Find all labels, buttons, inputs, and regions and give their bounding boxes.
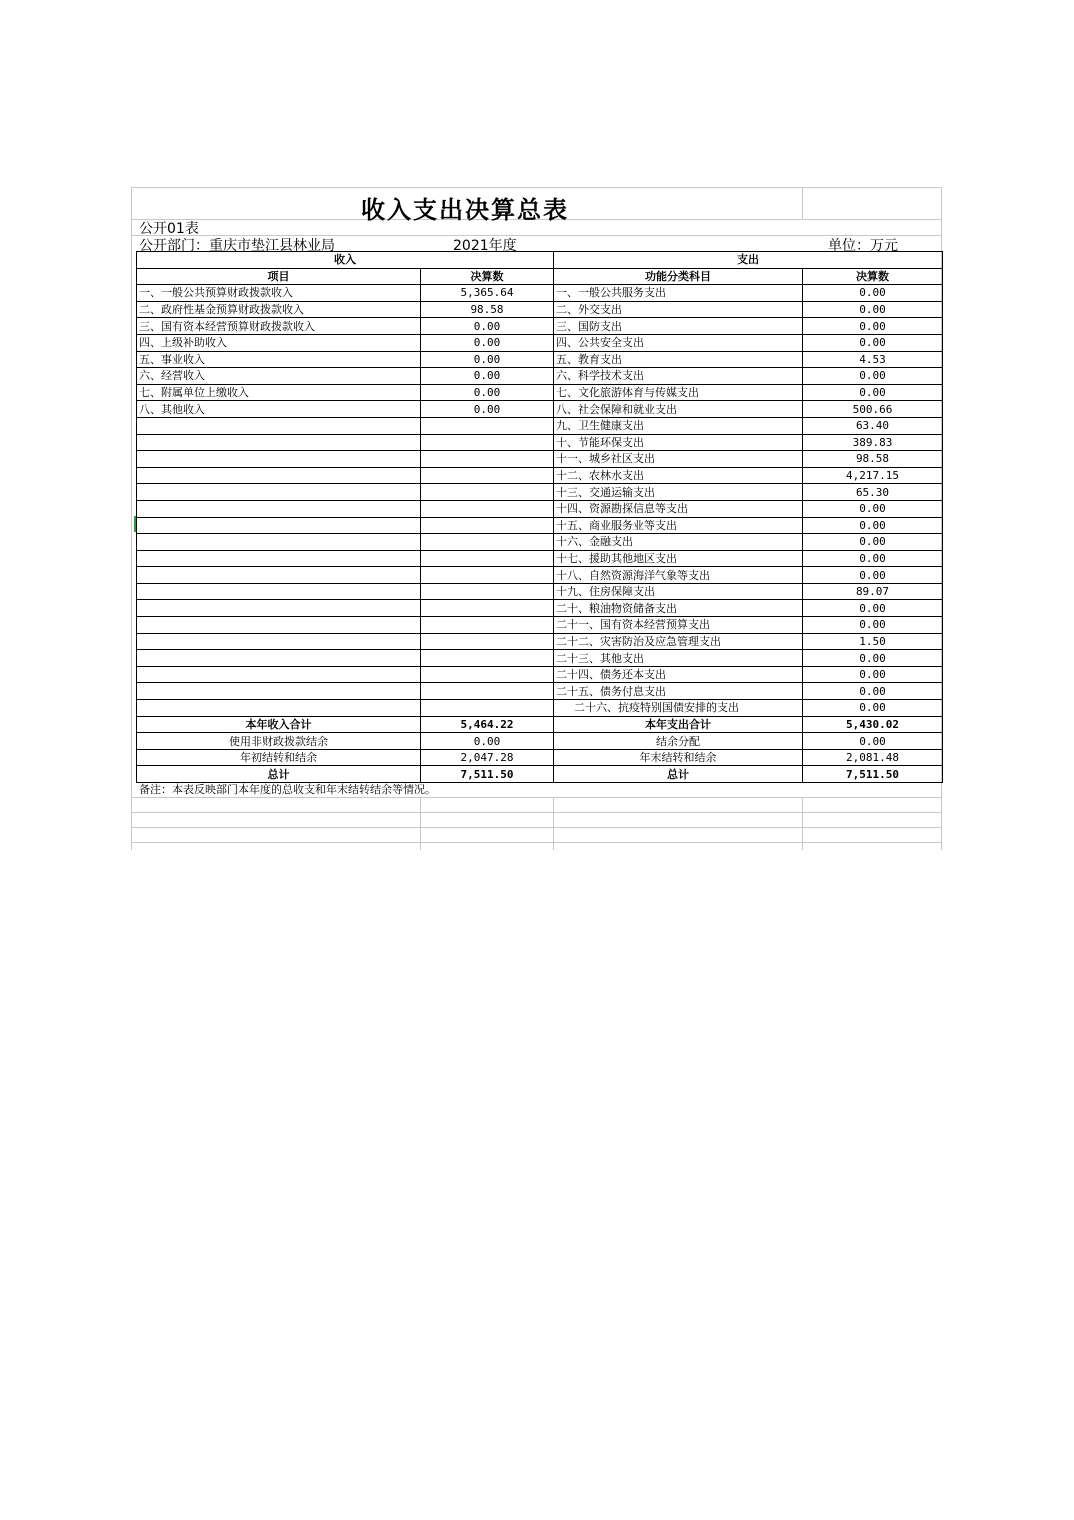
income-item-cell[interactable]: 一、一般公共预算财政拨款收入	[137, 285, 421, 302]
income-item-cell[interactable]: 三、国有资本经营预算财政拨款收入	[137, 318, 421, 335]
table-row	[137, 567, 943, 584]
gridline	[131, 812, 942, 813]
income-amount-cell[interactable]	[421, 451, 554, 468]
gridline	[131, 797, 942, 798]
expense-amount-cell[interactable]: 0.00	[803, 334, 943, 351]
income-amount-cell[interactable]	[421, 650, 554, 667]
gridline	[131, 187, 132, 850]
expense-item-cell[interactable]: 十三、交通运输支出	[554, 484, 803, 501]
income-item-cell[interactable]	[137, 500, 421, 517]
table-row	[137, 334, 943, 351]
header-amount-expense: 决算数	[803, 268, 943, 285]
income-amount-cell[interactable]	[421, 700, 554, 717]
income-item-cell[interactable]	[137, 633, 421, 650]
table-row	[137, 534, 943, 551]
expense-item-cell[interactable]: 十、节能环保支出	[554, 434, 803, 451]
header-item: 项目	[137, 268, 421, 285]
expense-item-cell[interactable]: 八、社会保障和就业支出	[554, 401, 803, 418]
expense-item-cell[interactable]: 十六、金融支出	[554, 534, 803, 551]
header-amount: 决算数	[421, 268, 554, 285]
income-item-cell[interactable]	[137, 517, 421, 534]
income-amount-cell[interactable]: 2,047.28	[421, 749, 554, 766]
expense-amount-cell[interactable]: 98.58	[803, 451, 943, 468]
table-row	[137, 600, 943, 617]
income-item-cell[interactable]	[137, 700, 421, 717]
expense-item-cell[interactable]: 十二、农林水支出	[554, 467, 803, 484]
expense-amount-cell[interactable]: 89.07	[803, 583, 943, 600]
expense-amount-cell[interactable]: 2,081.48	[803, 749, 943, 766]
expense-amount-cell[interactable]: 0.00	[803, 534, 943, 551]
expense-amount-cell[interactable]: 65.30	[803, 484, 943, 501]
budget-table	[136, 251, 943, 783]
expense-item-cell[interactable]: 二十六、抗疫特别国债安排的支出	[554, 700, 803, 717]
table-row	[137, 384, 943, 401]
expense-amount-cell[interactable]: 0.00	[803, 650, 943, 667]
expense-amount-cell[interactable]: 0.00	[803, 368, 943, 385]
expense-amount-cell[interactable]: 500.66	[803, 401, 943, 418]
expense-item-cell[interactable]: 二十五、债务付息支出	[554, 683, 803, 700]
expense-item-cell[interactable]: 十一、城乡社区支出	[554, 451, 803, 468]
income-amount-cell[interactable]	[421, 583, 554, 600]
expense-item-cell[interactable]: 十四、资源勘探信息等支出	[554, 500, 803, 517]
expense-item-cell[interactable]: 二十四、债务还本支出	[554, 666, 803, 683]
expense-amount-cell[interactable]: 0.00	[803, 600, 943, 617]
table-row	[137, 417, 943, 434]
total-row	[137, 733, 943, 750]
section-income: 收入	[137, 252, 554, 269]
table-row	[137, 368, 943, 385]
income-item-cell[interactable]: 本年收入合计	[137, 716, 421, 733]
section-expense: 支出	[554, 252, 943, 269]
expense-amount-cell[interactable]: 0.00	[803, 666, 943, 683]
income-item-cell[interactable]: 二、政府性基金预算财政拨款收入	[137, 301, 421, 318]
income-item-cell[interactable]	[137, 451, 421, 468]
expense-amount-cell[interactable]: 4,217.15	[803, 467, 943, 484]
expense-item-cell[interactable]: 七、文化旅游体育与传媒支出	[554, 384, 803, 401]
income-amount-cell[interactable]	[421, 683, 554, 700]
income-amount-cell[interactable]: 98.58	[421, 301, 554, 318]
income-amount-cell[interactable]	[421, 600, 554, 617]
income-amount-cell[interactable]	[421, 517, 554, 534]
income-amount-cell[interactable]: 0.00	[421, 401, 554, 418]
expense-item-cell[interactable]: 三、国防支出	[554, 318, 803, 335]
page-title: 收入支出决算总表	[361, 196, 569, 224]
income-item-cell[interactable]: 六、经营收入	[137, 368, 421, 385]
income-amount-cell[interactable]: 0.00	[421, 351, 554, 368]
section-header-row	[137, 252, 943, 269]
expense-amount-cell[interactable]: 63.40	[803, 417, 943, 434]
table-row	[137, 467, 943, 484]
year-label: 2021年度	[453, 238, 517, 254]
table-row	[137, 650, 943, 667]
income-amount-cell[interactable]: 5,464.22	[421, 716, 554, 733]
income-amount-cell[interactable]	[421, 567, 554, 584]
department-label: 公开部门：重庆市垫江县林业局	[139, 238, 335, 254]
income-item-cell[interactable]	[137, 650, 421, 667]
total-row	[137, 716, 943, 733]
expense-amount-cell[interactable]: 0.00	[803, 550, 943, 567]
expense-amount-cell[interactable]: 0.00	[803, 517, 943, 534]
table-row	[137, 683, 943, 700]
income-item-cell[interactable]	[137, 583, 421, 600]
table-row	[137, 550, 943, 567]
income-amount-cell[interactable]: 7,511.50	[421, 766, 554, 783]
income-amount-cell[interactable]: 0.00	[421, 318, 554, 335]
expense-amount-cell[interactable]: 0.00	[803, 733, 943, 750]
expense-item-cell[interactable]: 一、一般公共服务支出	[554, 285, 803, 302]
expense-amount-cell[interactable]: 0.00	[803, 500, 943, 517]
income-item-cell[interactable]	[137, 467, 421, 484]
income-item-cell[interactable]	[137, 617, 421, 634]
column-header-row	[137, 268, 943, 285]
footnote: 备注：本表反映部门本年度的总收支和年末结转结余等情况。	[139, 783, 436, 796]
title-row	[131, 187, 942, 224]
expense-item-cell[interactable]: 十五、商业服务业等支出	[554, 517, 803, 534]
expense-amount-cell[interactable]: 0.00	[803, 301, 943, 318]
gridline	[131, 827, 942, 828]
income-amount-cell[interactable]: 0.00	[421, 733, 554, 750]
table-row	[137, 301, 943, 318]
expense-item-cell[interactable]: 总计	[554, 766, 803, 783]
expense-amount-cell[interactable]: 0.00	[803, 700, 943, 717]
expense-amount-cell[interactable]: 0.00	[803, 384, 943, 401]
table-row	[137, 500, 943, 517]
expense-item-cell[interactable]: 本年支出合计	[554, 716, 803, 733]
table-row	[137, 517, 943, 534]
expense-item-cell[interactable]: 六、科学技术支出	[554, 368, 803, 385]
income-amount-cell[interactable]	[421, 434, 554, 451]
income-amount-cell[interactable]	[421, 417, 554, 434]
income-item-cell[interactable]	[137, 550, 421, 567]
income-amount-cell[interactable]	[421, 550, 554, 567]
table-row	[137, 434, 943, 451]
income-item-cell[interactable]	[137, 484, 421, 501]
expense-item-cell[interactable]: 二十一、国有资本经营预算支出	[554, 617, 803, 634]
income-amount-cell[interactable]	[421, 484, 554, 501]
table-row	[137, 318, 943, 335]
table-row	[137, 700, 943, 717]
expense-amount-cell[interactable]: 7,511.50	[803, 766, 943, 783]
table-row	[137, 451, 943, 468]
income-item-cell[interactable]: 四、上级补助收入	[137, 334, 421, 351]
income-amount-cell[interactable]: 0.00	[421, 384, 554, 401]
income-item-cell[interactable]	[137, 683, 421, 700]
income-item-cell[interactable]: 年初结转和结余	[137, 749, 421, 766]
expense-item-cell[interactable]: 二、外交支出	[554, 301, 803, 318]
expense-item-cell[interactable]: 年末结转和结余	[554, 749, 803, 766]
table-number: 公开01表	[139, 221, 199, 237]
table-row	[137, 285, 943, 302]
expense-item-cell[interactable]: 十九、住房保障支出	[554, 583, 803, 600]
expense-item-cell[interactable]: 四、公共安全支出	[554, 334, 803, 351]
table-row	[137, 583, 943, 600]
expense-amount-cell[interactable]: 4.53	[803, 351, 943, 368]
income-item-cell[interactable]	[137, 600, 421, 617]
income-item-cell[interactable]	[137, 434, 421, 451]
table-row	[137, 617, 943, 634]
income-item-cell[interactable]	[137, 567, 421, 584]
table-row	[137, 351, 943, 368]
expense-amount-cell[interactable]: 5,430.02	[803, 716, 943, 733]
income-amount-cell[interactable]	[421, 500, 554, 517]
expense-item-cell[interactable]: 十八、自然资源海洋气象等支出	[554, 567, 803, 584]
expense-amount-cell[interactable]: 0.00	[803, 567, 943, 584]
gridline	[131, 842, 942, 843]
table-row	[137, 633, 943, 650]
income-amount-cell[interactable]	[421, 666, 554, 683]
income-item-cell[interactable]: 八、其他收入	[137, 401, 421, 418]
income-amount-cell[interactable]	[421, 633, 554, 650]
income-amount-cell[interactable]	[421, 617, 554, 634]
expense-item-cell[interactable]: 二十、粮油物资储备支出	[554, 600, 803, 617]
expense-item-cell[interactable]: 二十三、其他支出	[554, 650, 803, 667]
income-amount-cell[interactable]	[421, 534, 554, 551]
expense-item-cell[interactable]: 二十二、灾害防治及应急管理支出	[554, 633, 803, 650]
header-category: 功能分类科目	[554, 268, 803, 285]
income-amount-cell[interactable]: 0.00	[421, 334, 554, 351]
income-item-cell[interactable]: 七、附属单位上缴收入	[137, 384, 421, 401]
expense-item-cell[interactable]: 九、卫生健康支出	[554, 417, 803, 434]
table-row	[137, 666, 943, 683]
expense-amount-cell[interactable]: 0.00	[803, 617, 943, 634]
expense-amount-cell[interactable]: 0.00	[803, 285, 943, 302]
income-amount-cell[interactable]	[421, 467, 554, 484]
expense-amount-cell[interactable]: 0.00	[803, 683, 943, 700]
income-item-cell[interactable]	[137, 417, 421, 434]
expense-amount-cell[interactable]: 0.00	[803, 318, 943, 335]
total-row	[137, 749, 943, 766]
income-item-cell[interactable]: 五、事业收入	[137, 351, 421, 368]
expense-item-cell[interactable]: 五、教育支出	[554, 351, 803, 368]
income-item-cell[interactable]	[137, 666, 421, 683]
expense-amount-cell[interactable]: 389.83	[803, 434, 943, 451]
expense-amount-cell[interactable]: 1.50	[803, 633, 943, 650]
income-amount-cell[interactable]: 0.00	[421, 368, 554, 385]
income-item-cell[interactable]: 总计	[137, 766, 421, 783]
table-row	[137, 484, 943, 501]
income-item-cell[interactable]	[137, 534, 421, 551]
unit-label: 单位：万元	[828, 238, 898, 254]
income-item-cell[interactable]: 使用非财政拨款结余	[137, 733, 421, 750]
income-amount-cell[interactable]: 5,365.64	[421, 285, 554, 302]
table-row	[137, 401, 943, 418]
expense-item-cell[interactable]: 十七、援助其他地区支出	[554, 550, 803, 567]
total-row	[137, 766, 943, 783]
expense-item-cell[interactable]: 结余分配	[554, 733, 803, 750]
